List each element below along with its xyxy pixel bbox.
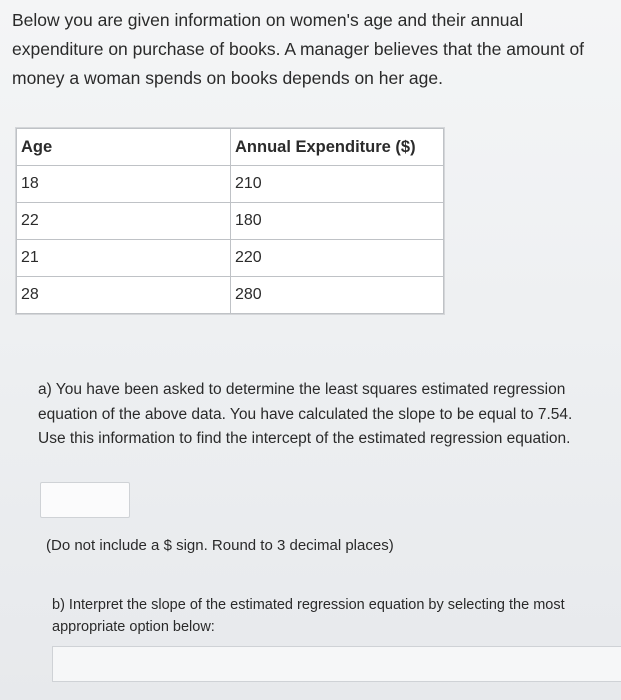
cell-expenditure: 210 — [231, 166, 444, 203]
cell-expenditure: 280 — [231, 277, 444, 314]
cell-age: 28 — [17, 277, 231, 314]
cell-age: 18 — [17, 166, 231, 203]
slope-interpretation-select[interactable] — [52, 646, 621, 682]
question-a-text: a) You have been asked to determine the least squares estimated regression equation of the above data. You have calculated the slope to be equal to 7.54. Use this information to find the intercept of the estimated regression equation. — [38, 381, 573, 447]
cell-age: 22 — [17, 203, 231, 240]
cell-expenditure: 220 — [231, 240, 444, 277]
table-row — [17, 240, 444, 277]
table-row — [17, 166, 444, 203]
question-b-text: b) Interpret the slope of the estimated regression equation by selecting the most appropriate option below: — [52, 597, 565, 635]
rounding-note: (Do not include a $ sign. Round to 3 decimal places) — [46, 537, 394, 554]
intro-paragraph: Below you are given information on women's age and their annual expenditure on purchase of books. A manager believes that the amount of money a woman spends on books depends on her age. — [12, 10, 585, 88]
cell-expenditure: 180 — [231, 203, 444, 240]
column-header-expenditure: Annual Expenditure ($) — [231, 129, 444, 166]
table-header-row — [17, 129, 444, 166]
cell-age: 21 — [17, 240, 231, 277]
table-row — [17, 277, 444, 314]
intercept-answer-input[interactable] — [40, 482, 130, 518]
data-table — [16, 128, 444, 314]
table-row — [17, 203, 444, 240]
column-header-age: Age — [17, 129, 231, 166]
